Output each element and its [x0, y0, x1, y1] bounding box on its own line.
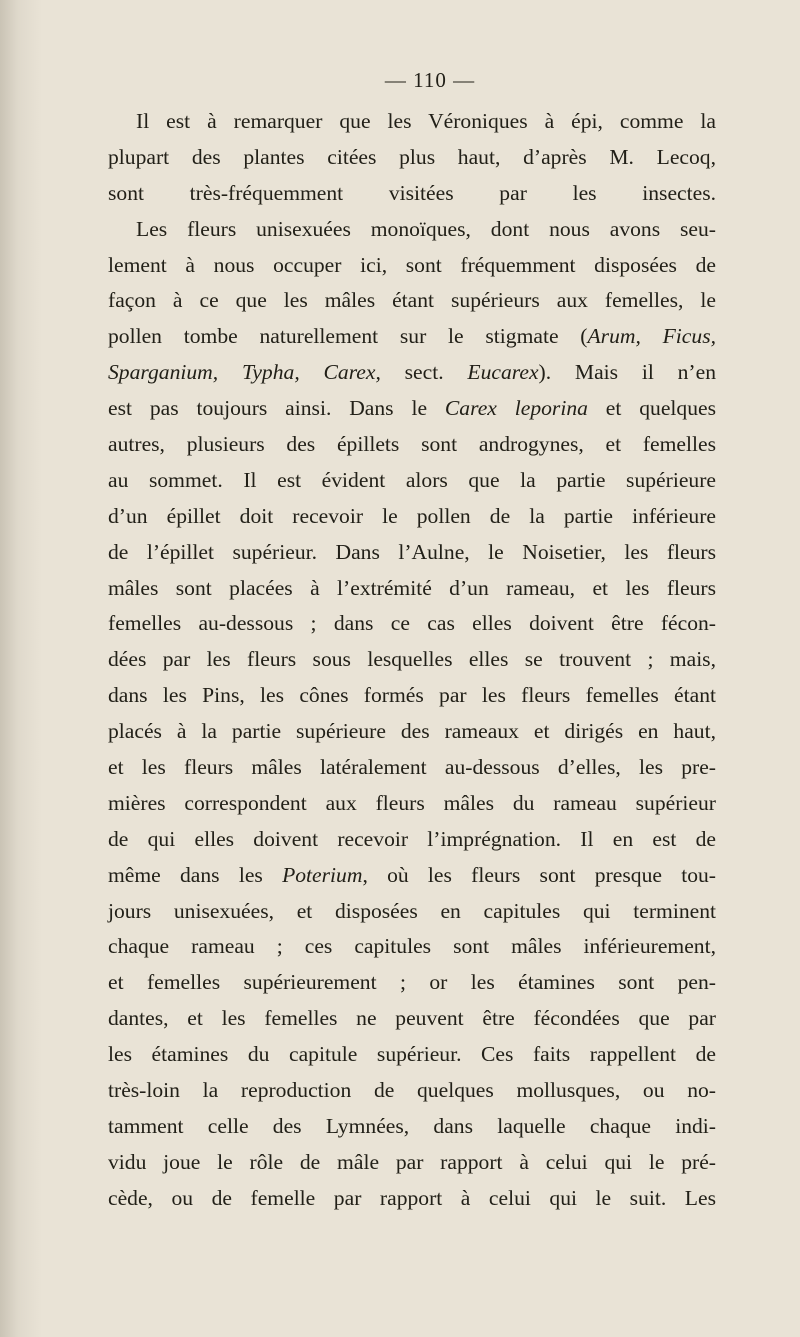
text-line — [108, 1181, 716, 1217]
text-line — [108, 822, 716, 858]
text-segment: Les fleurs unisexuées monoïques, dont nous avons seu- — [136, 216, 716, 241]
text-line — [108, 212, 716, 248]
text-line — [108, 1037, 716, 1073]
text-line — [108, 786, 716, 822]
text-segment: de l’épillet supérieur. Dans l’Aulne, le Noisetier, les fleurs — [108, 539, 716, 564]
text-line — [108, 894, 716, 930]
text-segment: sect. — [380, 360, 468, 385]
text-line — [108, 965, 716, 1001]
text-line — [108, 1073, 716, 1109]
text-segment: placés à la partie supérieure des rameaux et dirigés en haut, — [108, 719, 716, 744]
text-segment: autres, plusieurs des épillets sont androgynes, et femelles — [108, 432, 716, 457]
text-segment: dées par les fleurs sous lesquelles elles se trouvent ; mais, — [108, 647, 716, 672]
text-segment: façon à ce que les mâles étant supérieurs aux femelles, le — [108, 288, 716, 313]
text-line — [108, 678, 716, 714]
italic-text: Carex leporina — [444, 396, 588, 421]
text-segment: femelles au-dessous ; dans ce cas elles doivent être fécon- — [108, 611, 716, 636]
text-line — [108, 1001, 716, 1037]
text-line — [108, 176, 716, 212]
text-segment: chaque rameau ; ces capitules sont mâles inférieurement, — [108, 934, 716, 959]
text-segment: et les fleurs mâles latéralement au-dessous d’elles, les pre- — [108, 755, 716, 780]
text-segment: de qui elles doivent recevoir l’imprégnation. Il en est de — [108, 826, 716, 851]
text-segment: au sommet. Il est évident alors que la partie supérieure — [108, 467, 716, 492]
text-segment: sont très-fréquemment visitées par les insectes. — [108, 180, 716, 205]
text-line — [108, 427, 716, 463]
text-line — [108, 642, 716, 678]
text-line — [108, 499, 716, 535]
text-line — [108, 319, 716, 355]
text-segment: ). Mais il n’en — [538, 360, 716, 385]
italic-text: Eucarex — [467, 360, 539, 385]
text-segment: même dans les — [108, 862, 283, 887]
text-segment: tamment celle des Lymnées, dans laquelle chaque indi- — [108, 1113, 716, 1138]
text-segment: , où les fleurs sont presque tou- — [362, 862, 716, 887]
text-segment: très-loin la reproduction de quelques mollusques, ou no- — [108, 1078, 716, 1103]
text-segment: jours unisexuées, et disposées en capitules qui terminent — [108, 898, 716, 923]
text-line — [108, 606, 716, 642]
text-segment: vidu joue le rôle de mâle par rapport à celui qui le pré- — [108, 1149, 716, 1174]
text-segment: lement à nous occuper ici, sont fréquemment disposées de — [108, 252, 716, 277]
text-segment: dans les Pins, les cônes formés par les fleurs femelles étant — [108, 683, 716, 708]
text-line — [108, 714, 716, 750]
text-line — [108, 535, 716, 571]
text-segment: et quelques — [587, 396, 716, 421]
text-line — [108, 140, 716, 176]
italic-text: Arum, Ficus, — [587, 324, 716, 349]
text-segment: mâles sont placées à l’extrémité d’un rameau, et les fleurs — [108, 575, 716, 600]
text-line — [108, 750, 716, 786]
text-line — [108, 391, 716, 427]
text-line — [108, 858, 716, 894]
text-segment: pollen tombe naturellement sur le stigmate ( — [108, 324, 588, 349]
text-segment: cède, ou de femelle par rapport à celui qui le suit. Les — [108, 1185, 716, 1210]
text-segment: est pas toujours ainsi. Dans le — [108, 396, 445, 421]
body-text — [108, 104, 716, 1217]
text-line — [108, 248, 716, 284]
text-segment: Il est à remarquer que les Véroniques à épi, comme la — [136, 109, 716, 133]
text-line — [108, 283, 716, 319]
italic-text: Poterium — [282, 862, 363, 887]
text-line — [108, 355, 716, 391]
text-segment: les étamines du capitule supérieur. Ces faits rappellent de — [108, 1042, 716, 1067]
text-line — [108, 1145, 716, 1181]
italic-text: Sparganium, Typha, Carex, — [108, 360, 381, 385]
text-segment: dantes, et les femelles ne peuvent être fécondées que par — [108, 1006, 716, 1031]
text-segment: mières correspondent aux fleurs mâles du rameau supérieur — [108, 790, 716, 815]
page-number-header: — 110 — — [384, 68, 476, 92]
text-segment: plupart des plantes citées plus haut, d’après M. Lecoq, — [108, 144, 716, 169]
text-line — [108, 104, 716, 140]
text-line — [108, 1109, 716, 1145]
text-line — [108, 571, 716, 607]
text-line — [108, 463, 716, 499]
text-segment: et femelles supérieurement ; or les étamines sont pen- — [108, 970, 716, 995]
text-segment: d’un épillet doit recevoir le pollen de la partie inférieure — [108, 503, 716, 528]
text-line — [108, 929, 716, 965]
